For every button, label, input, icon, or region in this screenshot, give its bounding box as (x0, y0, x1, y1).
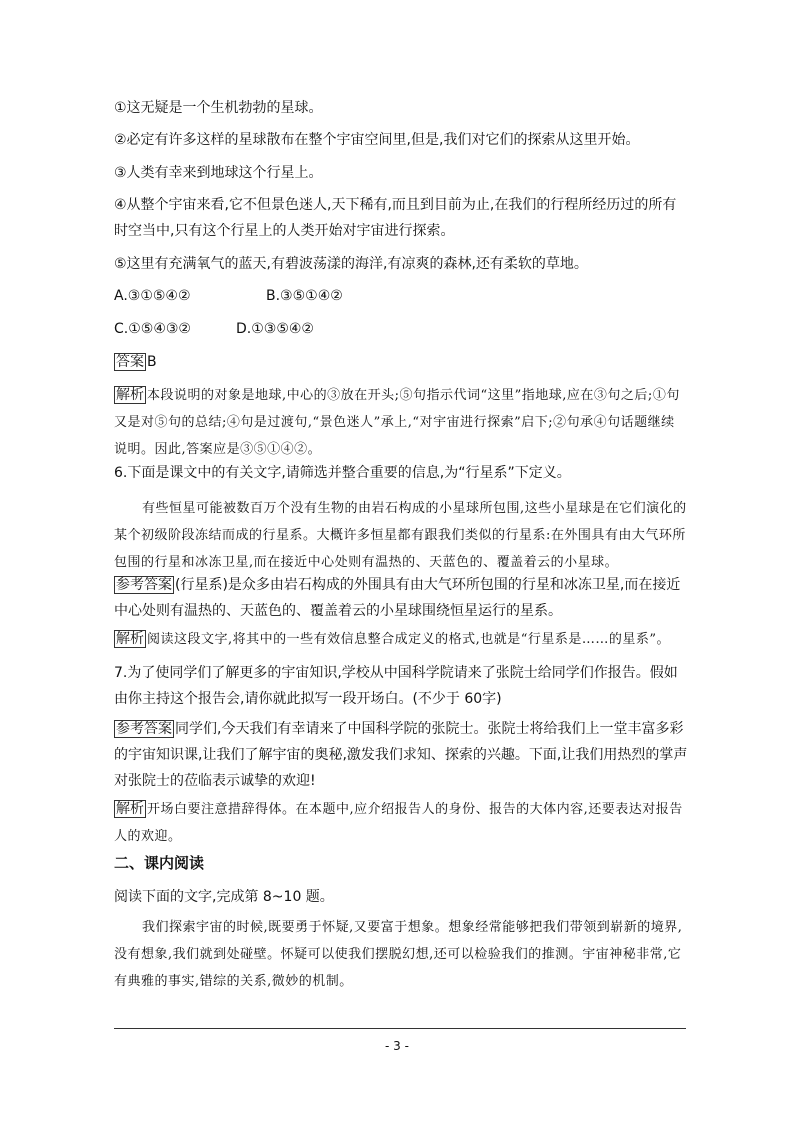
q6-analysis-text: 阅读这段文字,将其中的一些有效信息整合成定义的格式,也就是“行星系是……的星系”。 (147, 632, 671, 647)
q5-analysis-text: 本段说明的对象是地球,中心的③放在开头;⑤句指示代词“这里”指地球,应在③句之后;①句又是对⑤句的总结;④句是过渡句,“景色迷人”承上,“对宇宙进行探索”启下;②句承④句话题继续说明。因此,答案应是③⑤①④②。 (114, 388, 680, 457)
q6-question: 6.下面是课文中的有关文字,请筛选并整合重要的信息,为“行星系”下定义。 (114, 465, 571, 481)
q7-analysis (114, 796, 688, 850)
analysis-tag: 解析 (116, 387, 144, 403)
sentence-1: ①这无疑是一个生机勃勃的星球。 (114, 100, 323, 116)
q5-answer-value: B (147, 354, 157, 370)
sentence-5: ⑤这里有充满氧气的蓝天,有碧波荡漾的海洋,有凉爽的森林,还有柔软的草地。 (114, 256, 588, 272)
q5-analysis (114, 382, 688, 463)
q7-answer (114, 716, 688, 794)
sentence-3: ③人类有幸来到地球这个行星上。 (114, 165, 323, 181)
option-a: A.③①⑤④② (114, 288, 191, 304)
option-c: C.①⑤④③② (114, 321, 191, 337)
q6-analysis (114, 627, 688, 653)
options-row-1 (114, 285, 688, 307)
option-d: D.①③⑤④② (236, 321, 314, 337)
q7-question: 7.为了使同学们了解更多的宇宙知识,学校从中国科学院请来了张院士给同学们作报告。假如由你主持这个报告会,请你就此拟写一段开场白。(不少于 60字) (114, 665, 678, 707)
ref-answer-tag: 参考答案 (116, 577, 172, 593)
section-passage: 我们探索宇宙的时候,既要勇于怀疑,又要富于想象。想象经常能够把我们带领到崭新的境界,没有想象,我们就到处碰壁。怀疑可以使我们摆脱幻想,还可以检验我们的推测。宇宙神秘非常,它有典雅的事实,错综的关系,微妙的机制。 (114, 920, 683, 989)
answer-tag: 答案 (116, 354, 144, 370)
q6-passage: 有些恒星可能被数百万个没有生物的由岩石构成的小星球所包围,这些小星球是在它们演化的某个初级阶段冻结而成的行星系。大概许多恒星都有跟我们类似的行星系:在外围具有由大气环所包围的行星和冰冻卫星,而在接近中心处则有温热的、天蓝色的、覆盖着云的小星球。 (114, 501, 687, 570)
page-number: - 3 - (385, 1039, 409, 1053)
q7-answer-text: 同学们,今天我们有幸请来了中国科学院的张院士。张院士将给我们上一堂丰富多彩的宇宙知识课,让我们了解宇宙的奥秘,激发我们求知、探索的兴趣。下面,让我们用热烈的掌声对张院士的莅临表示诚挚的欢迎! (114, 721, 688, 789)
footer-rule (114, 1028, 686, 1029)
analysis-tag: 解析 (116, 631, 144, 647)
q6-answer-text: (行星系)是众多由岩石构成的外围具有由大气环所包围的行星和冰冻卫星,而在接近中心处则有温热的、天蓝色的、覆盖着云的小星球围绕恒星运行的星系。 (114, 577, 681, 619)
analysis-tag: 解析 (116, 801, 144, 817)
q6-answer (114, 572, 688, 624)
sentence-2: ②必定有许多这样的星球散布在整个宇宙空间里,但是,我们对它们的探索从这里开始。 (114, 132, 640, 148)
option-b: B.③⑤①④② (266, 288, 343, 304)
ref-answer-tag: 参考答案 (116, 721, 172, 737)
options-row-2 (114, 318, 688, 340)
q5-answer (114, 351, 688, 373)
sentence-4: ④从整个宇宙来看,它不但景色迷人,天下稀有,而且到目前为止,在我们的行程所经历过的所有时空当中,只有这个行星上的人类开始对宇宙进行探索。 (114, 197, 677, 239)
section-title: 二、课内阅读 (114, 854, 205, 872)
q7-analysis-text: 开场白要注意措辞得体。在本题中,应介绍报告人的身份、报告的大体内容,还要表达对报告人的欢迎。 (114, 802, 683, 844)
section-instruction: 阅读下面的文字,完成第 8~10 题。 (114, 889, 334, 905)
